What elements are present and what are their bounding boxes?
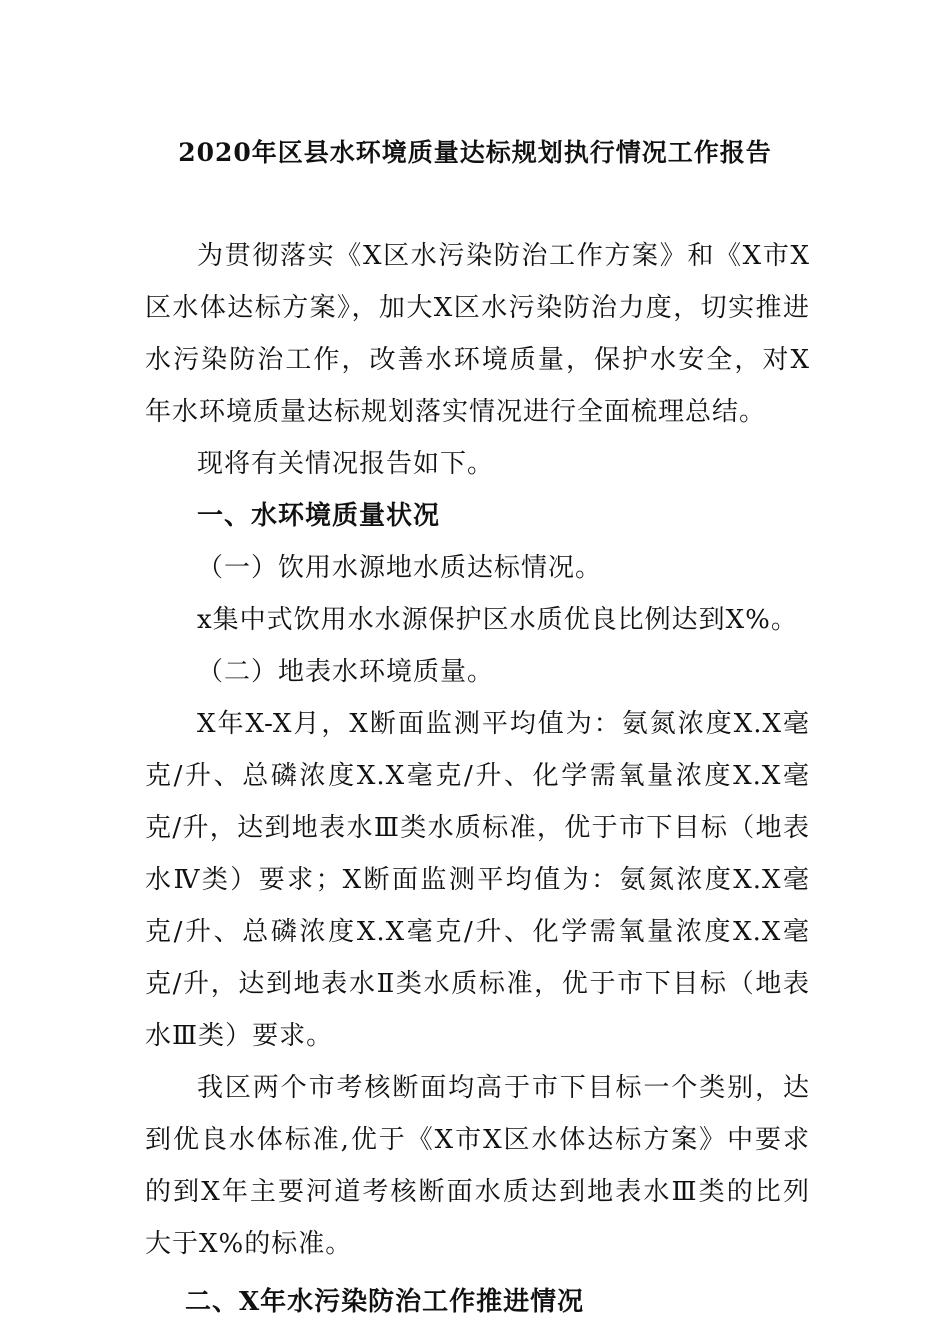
report-lead-paragraph: 现将有关情况报告如下。 <box>197 449 495 479</box>
document-body <box>145 230 810 1328</box>
subsection-1-text: x集中式饮用水水源保护区水质优良比例达到X%。 <box>197 605 798 635</box>
intro-paragraph: 为贯彻落实《X区水污染防治工作方案》和《X市X区水体达标方案》，加大X区水污染防治力度，切实推进水污染防治工作，改善水环境质量，保护水安全，对X年水环境质量达标规划落实情况进行全面梳理总结。 <box>145 241 810 427</box>
subsection-2-text: X年X-X月，X断面监测平均值为：氨氮浓度X.X毫克/升、总磷浓度X.X毫克/升、化学需氧量浓度X.X毫克/升，达到地表水Ⅲ类水质标准，优于市下目标（地表水Ⅳ类）要求；X断面监测平均值为：氨氮浓度X.X毫克/升、总磷浓度X.X毫克/升、化学需氧量浓度X.X毫克/升，达到地表水Ⅱ类水质标准，优于市下目标（地表水Ⅲ类）要求。 <box>145 709 810 1051</box>
section-1-heading: 一、水环境质量状况 <box>197 501 441 531</box>
subsection-1-heading: （一）饮用水源地水质达标情况。 <box>197 553 603 583</box>
section-2-heading: 二、X年水污染防治工作推进情况 <box>185 1287 585 1317</box>
subsection-2-heading: （二）地表水环境质量。 <box>197 657 495 687</box>
document-title: 2020年区县水环境质量达标规划执行情况工作报告 <box>178 138 772 167</box>
summary-paragraph: 我区两个市考核断面均高于市下目标一个类别，达到优良水体标准,优于《X市X区水体达标方案》中要求的到X年主要河道考核断面水质达到地表水Ⅲ类的比列大于X%的标准。 <box>145 1073 810 1259</box>
